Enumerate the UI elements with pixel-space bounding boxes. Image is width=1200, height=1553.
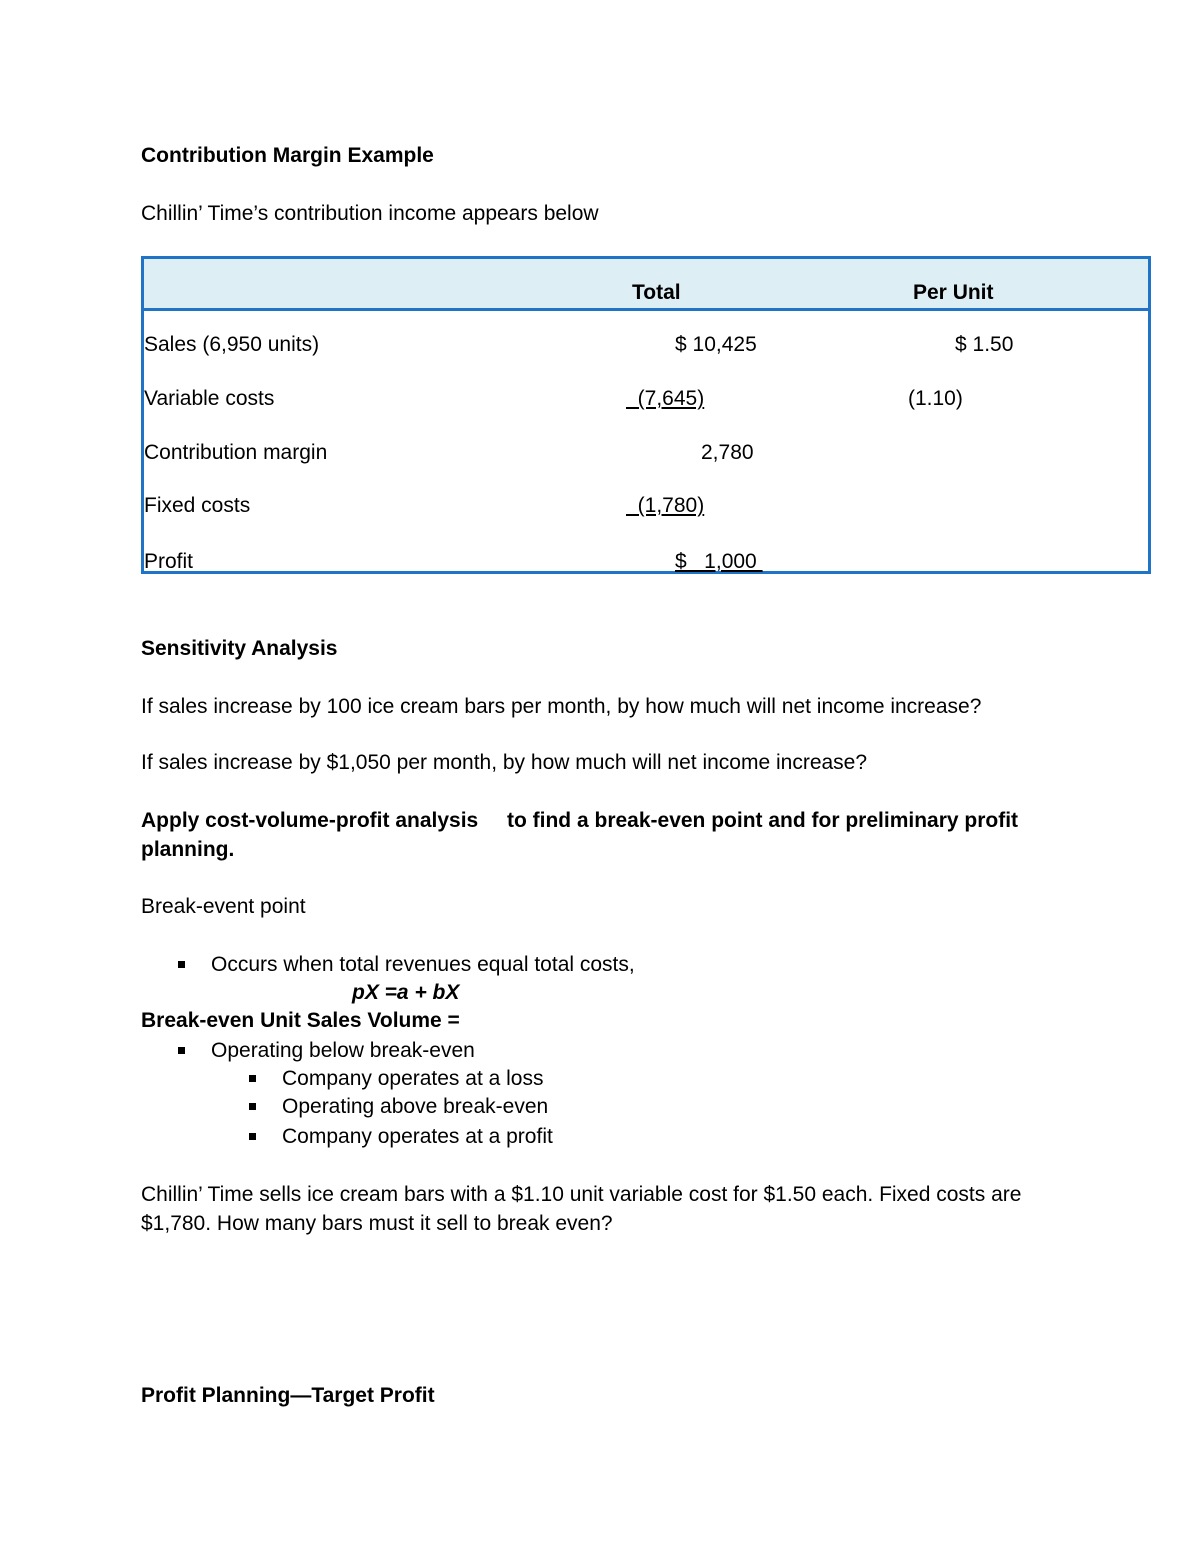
row-label-contribution-margin: Contribution margin xyxy=(144,441,328,464)
row-total-sales: $ 10,425 xyxy=(675,333,757,356)
row-label-sales: Sales (6,950 units) xyxy=(144,333,320,356)
breakeven-formula: pX =a + bX xyxy=(352,981,460,1004)
cvp-apply-text-1: Apply cost-volume-profit analysis xyxy=(141,809,479,832)
break-event-label: Break-event point xyxy=(141,895,306,918)
sensitivity-question-1: If sales increase by 100 ice cream bars per month, by how much will net income increase? xyxy=(141,695,982,718)
bullet-icon xyxy=(249,1075,256,1082)
row-total-variable-costs: (7,645) xyxy=(626,387,705,410)
problem-text-1: Chillin’ Time sells ice cream bars with a $1.10 unit variable cost for $1.50 each. Fixed costs are xyxy=(141,1183,1022,1206)
contribution-statement xyxy=(141,256,1151,574)
cvp-apply-text-3: planning. xyxy=(141,838,235,861)
row-total-fixed-costs: (1,780) xyxy=(626,494,705,517)
sub-bullet-text: Company operates at a loss xyxy=(282,1067,544,1090)
bullet-icon xyxy=(178,961,185,968)
sensitivity-question-2: If sales increase by $1,050 per month, by how much will net income increase? xyxy=(141,751,868,774)
sub-bullet-text: Operating above break-even xyxy=(282,1095,549,1118)
row-label-variable-costs: Variable costs xyxy=(144,387,275,410)
row-total-contribution-margin: 2,780 xyxy=(701,441,754,464)
page-title: Contribution Margin Example xyxy=(141,144,434,167)
sensitivity-heading: Sensitivity Analysis xyxy=(141,637,338,660)
row-label-profit: Profit xyxy=(144,550,194,573)
sub-bullet-text: Company operates at a profit xyxy=(282,1125,553,1148)
row-per-unit-sales: $ 1.50 xyxy=(955,333,1014,356)
cvp-apply-text-2: to find a break-even point and for preliminary profit xyxy=(507,809,1019,832)
intro-text: Chillin’ Time’s contribution income appears below xyxy=(141,202,599,225)
bullet-icon xyxy=(249,1133,256,1140)
bullet-text-below: Operating below break-even xyxy=(211,1039,475,1062)
row-per-unit-variable-costs: (1.10) xyxy=(908,387,963,410)
col-total-header: Total xyxy=(632,281,681,304)
row-label-fixed-costs: Fixed costs xyxy=(144,494,251,517)
unit-sales-heading: Break-even Unit Sales Volume = xyxy=(141,1009,460,1032)
bullet-icon xyxy=(249,1103,256,1110)
col-per-unit-header: Per Unit xyxy=(913,281,994,304)
bullet-text-revenues: Occurs when total revenues equal total costs, xyxy=(211,953,635,976)
statement-header xyxy=(144,259,1148,311)
row-total-profit: $ 1,000 xyxy=(675,550,763,573)
profit-planning-heading: Profit Planning—Target Profit xyxy=(141,1384,435,1407)
bullet-icon xyxy=(178,1047,185,1054)
problem-text-2: $1,780. How many bars must it sell to break even? xyxy=(141,1212,613,1235)
